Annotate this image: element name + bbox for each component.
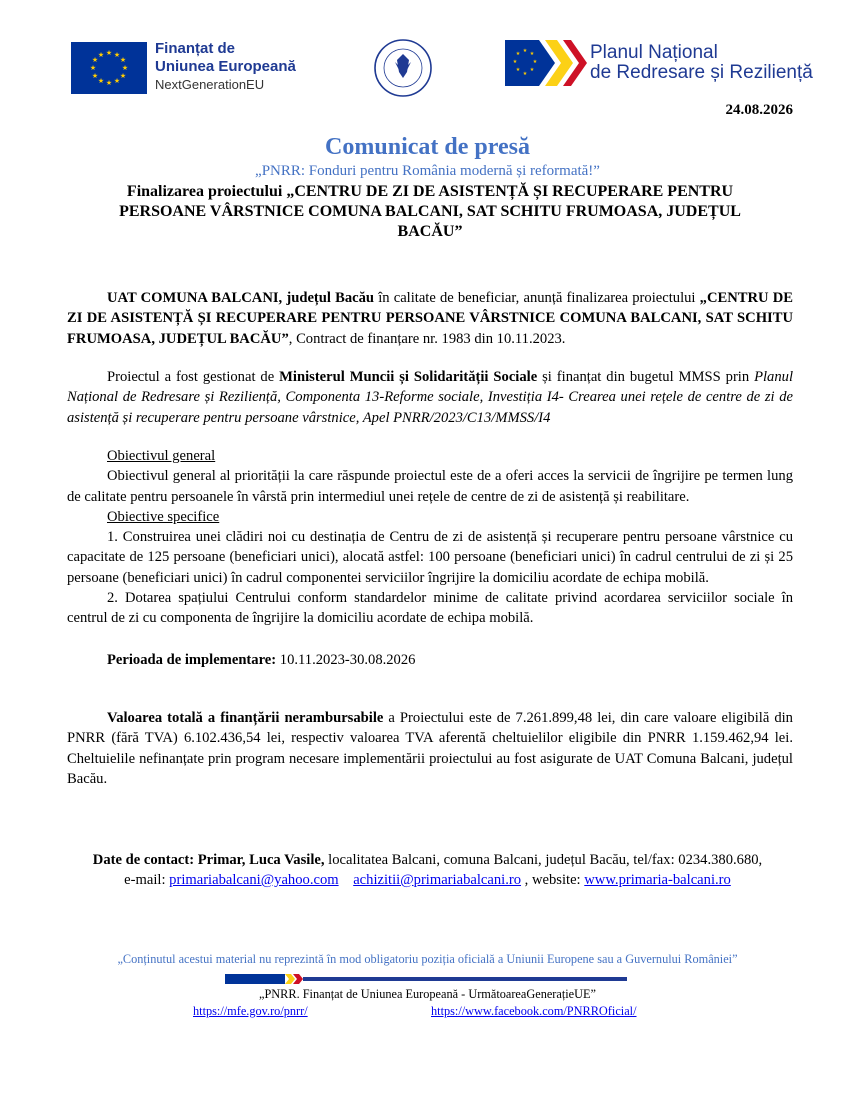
pnrr-line-2: de Redresare și Reziliență — [590, 62, 813, 83]
mgmt-text-2: și finanțat din bugetul MMSS prin — [537, 369, 755, 385]
financing-text: a Proiectului este de 7.261.899,48 lei, din care valoare eligibilă din PNRR (fără TVA) 6.102.436,54 lei, respectiv valoarea TVA aferentă cheltuielilor eligibile din PNRR 1.159.462,94 lei. Cheltuielile nefinanțate prin program necesare implementării proiectului au fost asigurate de UAT Comuna Balcani, județul Bacău. — [67, 710, 793, 787]
svg-text:★: ★ — [91, 72, 99, 80]
svg-text:★: ★ — [91, 56, 99, 64]
project-heading: Finalizarea proiectului „CENTRU DE ZI DE ASISTENȚĂ ȘI RECUPERARE PENTRU PERSOANE VÂRSTNICE COMUNA BALCANI, SAT SCHITU FRUMOASA, JUDEȚUL BACĂU” — [119, 183, 741, 240]
svg-text:★: ★ — [532, 59, 538, 65]
contact-address: localitatea Balcani, comuna Balcani, județul Bacău, tel/fax: 0234.380.680, — [324, 852, 763, 868]
intro-text-1: în calitate de beneficiar, anunță finalizarea proiectului — [374, 290, 700, 306]
svg-text:★: ★ — [512, 59, 518, 65]
svg-text:★: ★ — [119, 72, 127, 80]
email-link-primary[interactable]: primariabalcani@yahoo.com — [169, 872, 339, 888]
svg-text:★: ★ — [113, 77, 121, 85]
footer-slogan: „PNRR. Finanțat de Uniunea Europeană - UrmătoareaGenerațieUE” — [258, 987, 596, 1001]
svg-text:★: ★ — [522, 71, 528, 77]
svg-text:★: ★ — [97, 77, 105, 85]
implementation-period — [67, 650, 793, 670]
government-seal-icon — [373, 38, 433, 98]
contact-label: Date de contact: Primar, Luca Vasile, — [92, 852, 325, 868]
financing-label: Valoarea totală a finanțării nerambursabile — [107, 710, 384, 726]
pnrr-logo-icon — [505, 40, 587, 86]
svg-text:★: ★ — [105, 49, 113, 57]
general-objective-text: Obiectivul general al priorității la care răspunde proiectul este de a oferi acces la servicii de îngrijire pe termen lung de calitate pentru persoanele în vârstă prin intermediul unei rețele de centre de zi de asistență și reabilitare. — [67, 468, 793, 505]
eu-funding-label — [155, 40, 296, 94]
program-reference: Planul Național de Redresare și Reziliență, Componenta 13-Reforme sociale, Investiția I4- Crearea unei rețele de centre de zi de asistență și recuperare pentru persoane vârstnice, Apel PNRR/2023/C13/MMSS/I4 — [67, 369, 793, 426]
objectives-section — [67, 446, 793, 629]
document-subtitle: „PNRR: Fonduri pentru România modernă și reformată!” — [255, 163, 600, 179]
mgmt-text-1: Proiectul a fost gestionat de — [107, 369, 280, 385]
svg-text:★: ★ — [121, 64, 129, 72]
pnrr-line-1: Planul Național — [590, 42, 718, 63]
footer-link-facebook[interactable]: https://www.facebook.com/PNRROficial/ — [431, 1004, 637, 1018]
pnrr-title — [590, 43, 813, 83]
disclaimer: „Conținutul acestui material nu reprezintă în mod obligatoriu poziția oficială a Uniunii Europene sau a Guvernului României” — [117, 952, 738, 966]
document-date: 24.08.2026 — [725, 102, 793, 118]
svg-text:★: ★ — [522, 48, 528, 54]
website-link[interactable]: www.primaria-balcani.ro — [584, 872, 731, 888]
svg-text:★: ★ — [515, 67, 521, 73]
svg-text:★: ★ — [113, 51, 121, 59]
general-objective-label: Obiectivul general — [107, 448, 216, 464]
intro-text-2: , Contract de finanțare nr. 1983 din 10.11.2023. — [288, 330, 566, 347]
contact-info — [40, 850, 815, 890]
svg-text:★: ★ — [515, 51, 521, 57]
specific-objective-2: 2. Dotarea spațiului Centrului conform standardelor minime de calitate privind acordarea serviciilor sociale în centrul de zi cu componenta de îngrijire la domiciliu acordate de echipa mobilă. — [67, 590, 793, 627]
footer-link-mfe[interactable]: https://mfe.gov.ro/pnrr/ — [193, 1004, 308, 1018]
website-separator: , website: — [521, 872, 585, 888]
period-label: Perioada de implementare: — [107, 652, 277, 668]
footer-flag-bar-icon — [225, 974, 627, 984]
specific-objectives-label: Obiective specifice — [107, 508, 220, 525]
svg-text:★: ★ — [97, 51, 105, 59]
eu-line-2: Uniunea Europeană — [155, 58, 296, 75]
financing-paragraph — [67, 708, 793, 789]
eu-line-1: Finanțat de — [155, 40, 236, 57]
period-value: 10.11.2023-30.08.2026 — [276, 652, 416, 668]
specific-objective-1: 1. Construirea unei clădiri noi cu destinația de Centru de zi de asistență și recuperare pentru persoane vârstnice cu capacitate de 125 persoane (beneficiari unici), alocată astfel: 100 persoane (beneficiari unici) în cadrul centrului de zi și 25 persoane (beneficiari unici) în cadrul componentei serviciilor îngrijire la domiciliu acordate de echipa mobilă. — [67, 529, 793, 586]
beneficiary-name: UAT COMUNA BALCANI, județul Bacău — [107, 290, 375, 306]
svg-text:★: ★ — [529, 51, 535, 57]
ministry-name: Ministerul Muncii și Solidarității Sociale — [279, 369, 538, 385]
eu-line-3: NextGenerationEU — [155, 77, 265, 92]
svg-text:★: ★ — [105, 79, 113, 87]
project-name: „CENTRU DE ZI DE ASISTENȚĂ ȘI RECUPERARE PENTRU PERSOANE VÂRSTNICE COMUNA BALCANI, SAT SCHITU FRUMOASA, JUDEȚUL BACĂU” — [67, 290, 793, 347]
document-title: Comunicat de presă — [325, 134, 530, 160]
svg-text:★: ★ — [529, 67, 535, 73]
management-paragraph — [67, 367, 793, 428]
svg-text:★: ★ — [119, 56, 127, 64]
email-label: e-mail: — [124, 872, 170, 888]
svg-text:★: ★ — [89, 64, 97, 72]
email-link-procurement[interactable]: achizitii@primariabalcani.ro — [353, 872, 522, 888]
intro-paragraph — [67, 288, 793, 349]
eu-flag-icon — [71, 42, 147, 94]
